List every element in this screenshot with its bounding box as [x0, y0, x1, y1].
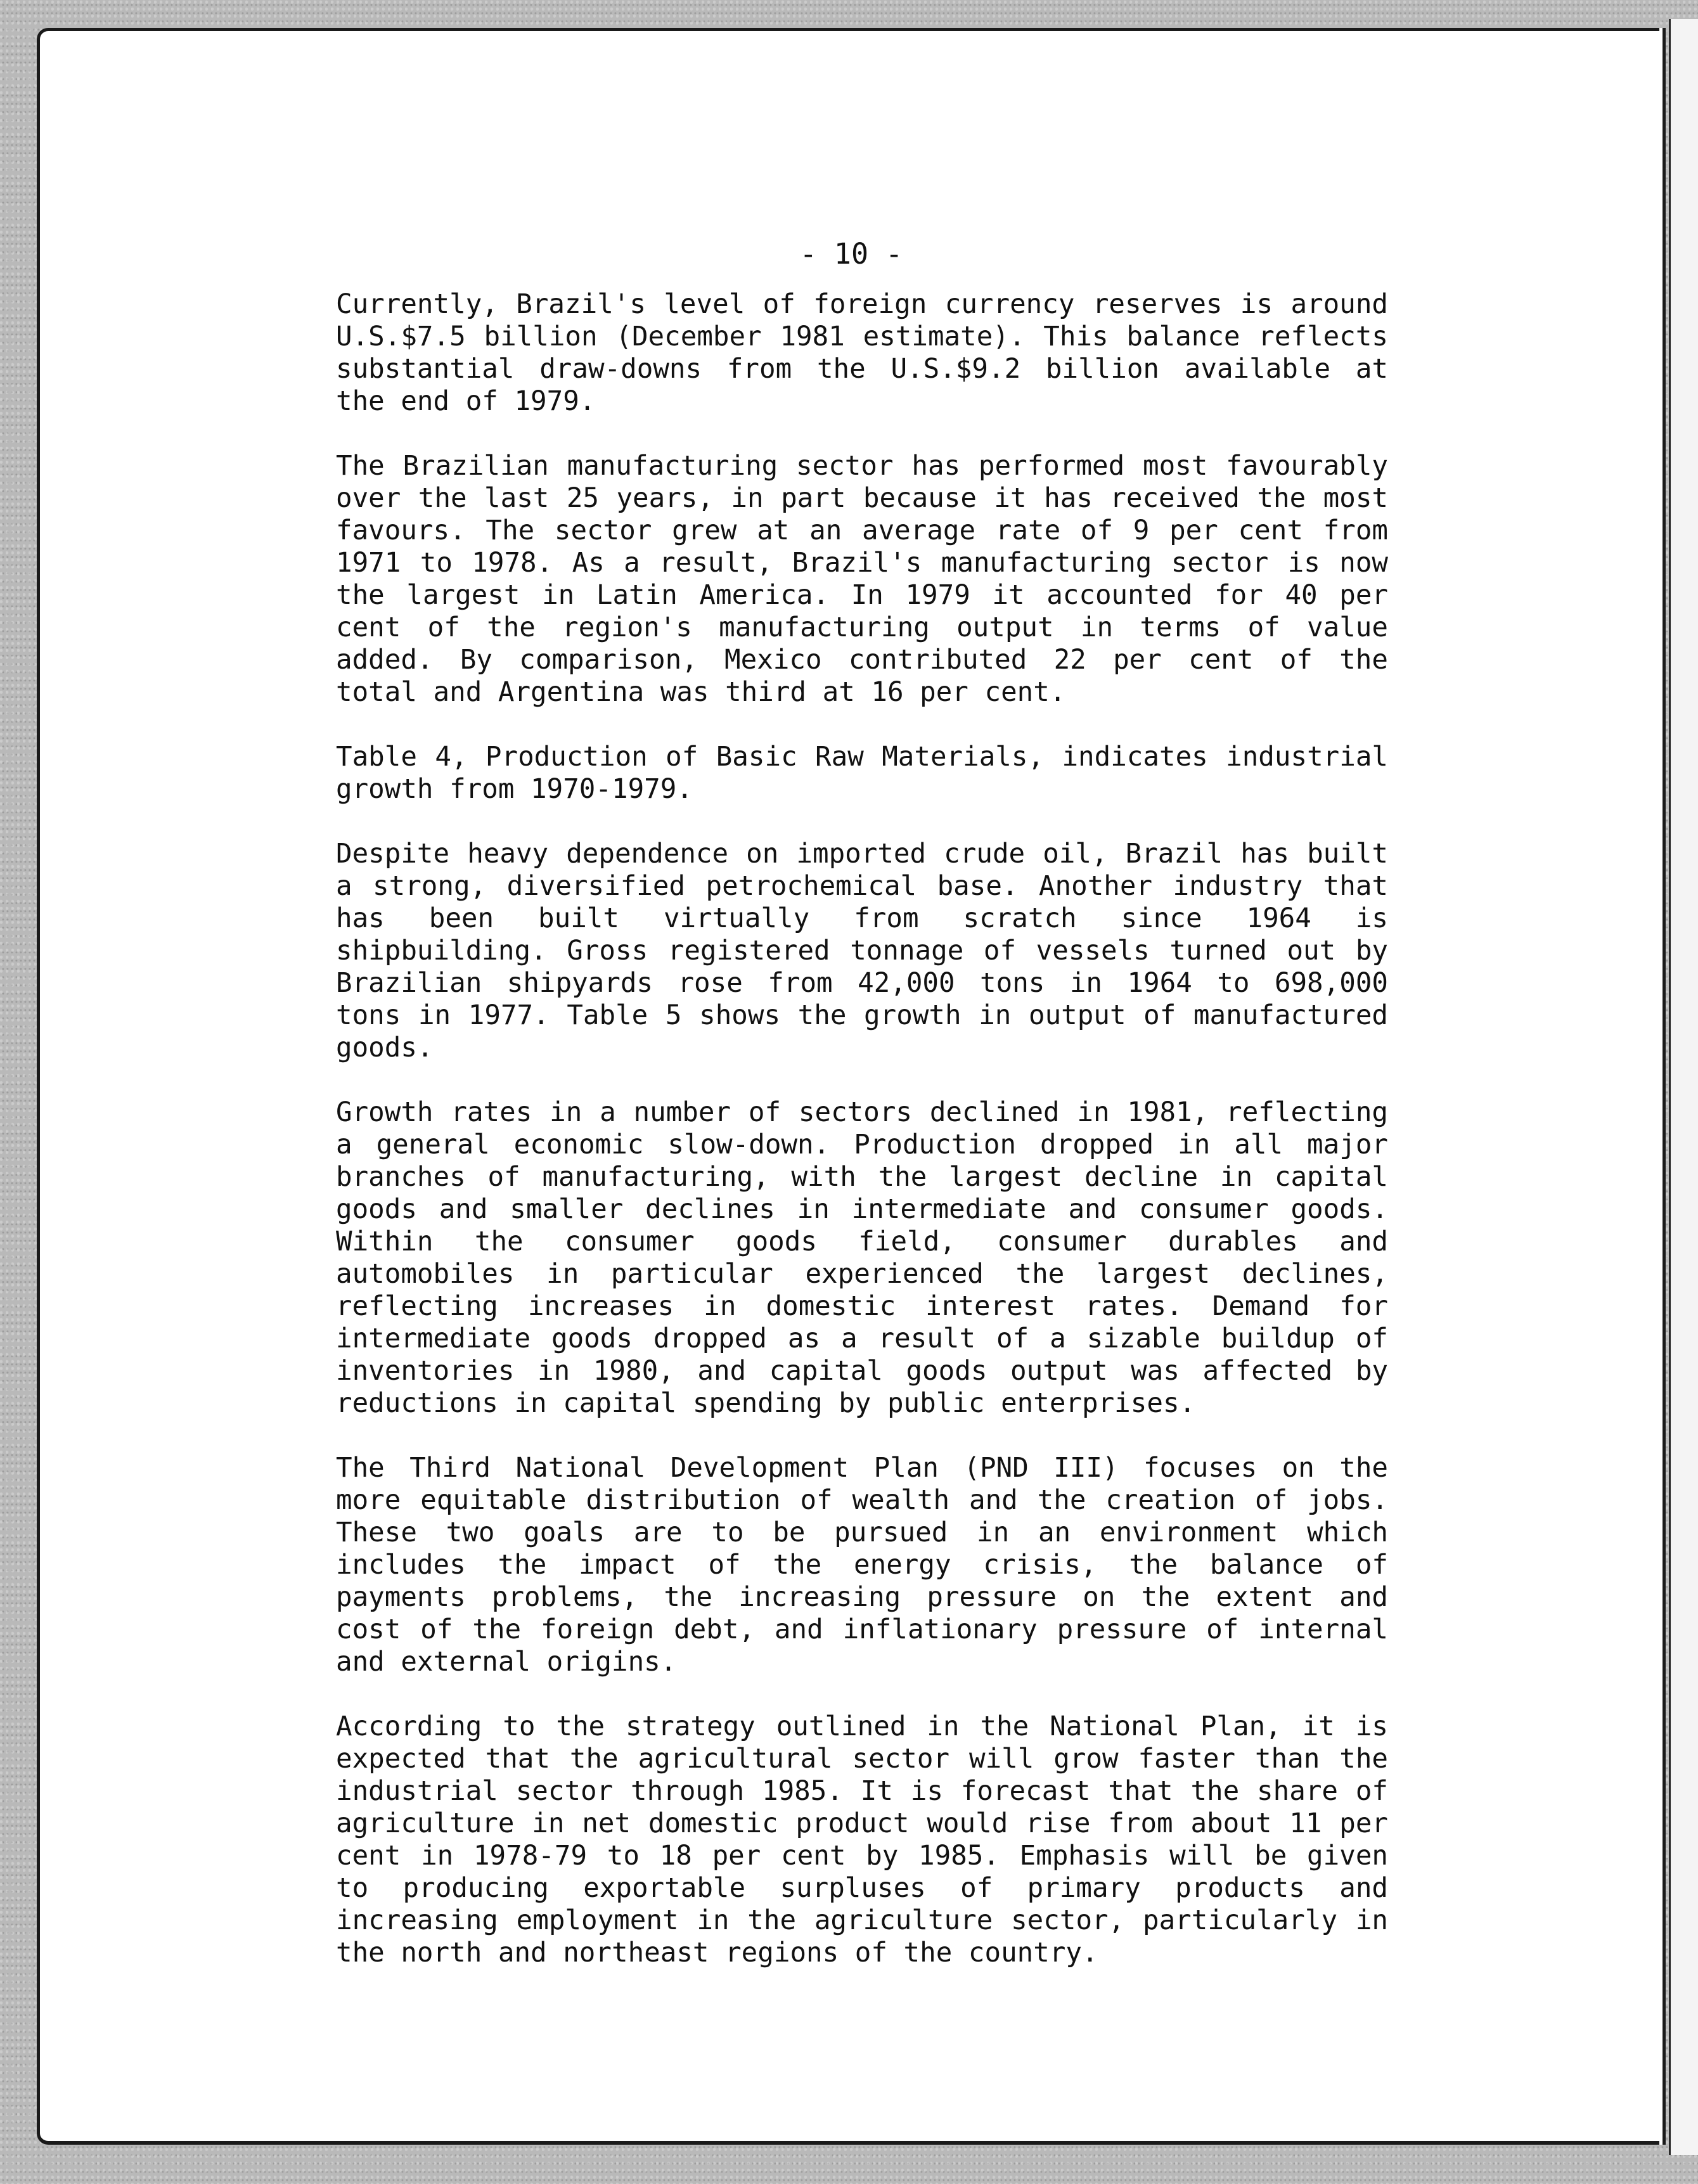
paragraph-growth-decline-1981: Growth rates in a number of sectors declined in 1981, reflecting a general economic slow-down. Production dropped in all major branches of manufacturing, with the largest decline in capital goods and smaller declines in intermediate and consumer goods. Within the consumer goods field, consumer durables and automobiles in particular experienced the largest declines, reflecting increases in domestic interest rates. Demand for intermediate goods dropped as a result of a sizable buildup of inventories in 1980, and capital goods output was affected by reductions in capital spending by public enterprises. [336, 1097, 1388, 1419]
paragraph-manufacturing-sector: The Brazilian manufacturing sector has performed most favourably over the last 25 years, in part because it has received the most favours. The sector grew at an average rate of 9 per cent from 1971 to 1978. As a result, Brazil's manufacturing sector is now the largest in Latin America. In 1979 it accounted for 40 per cent of the region's manufacturing output in terms of value added. By comparison, Mexico contributed 22 per cent of the total and Argentina was third at 16 per cent. [336, 451, 1388, 708]
body-text [336, 288, 1388, 2001]
paragraph-pnd-iii: The Third National Development Plan (PND III) focuses on the more equitable distribution of wealth and the creation of jobs. These two goals are to be pursued in an environment which includes the impact of the energy crisis, the balance of payments problems, the increasing pressure on the extent and cost of the foreign debt, and inflationary pressure of internal and external origins. [336, 1453, 1388, 1678]
paragraph-agricultural-strategy: According to the strategy outlined in the National Plan, it is expected that the agricultural sector will grow faster than the industrial sector through 1985. It is forecast that the share of agriculture in net domestic product would rise from about 11 per cent in 1978-79 to 18 per cent by 1985. Emphasis will be given to producing exportable surpluses of primary products and increasing employment in the agriculture sector, particularly in the north and northeast regions of the country. [336, 1711, 1388, 1969]
page-number: - 10 - [799, 237, 903, 271]
binder-edge [1669, 19, 1698, 2155]
paragraph-foreign-reserves: Currently, Brazil's level of foreign currency reserves is around U.S.$7.5 billion (December 1981 estimate). This balance reflects substantial draw-downs from the U.S.$9.2 billion available at the end of 1979. [336, 289, 1388, 417]
paragraph-petrochemical-shipbuilding: Despite heavy dependence on imported crude oil, Brazil has built a strong, diversified petrochemical base. Another industry that has been built virtually from scratch since 1964 is shipbuilding. Gross registered tonnage of vessels turned out by Brazilian shipyards rose from 42,000 tons in 1964 to 698,000 tons in 1977. Table 5 shows the growth in output of manufactured goods. [336, 838, 1388, 1063]
paragraph-table-4-reference: Table 4, Production of Basic Raw Materials, indicates industrial growth from 1970-1979. [336, 742, 1388, 805]
